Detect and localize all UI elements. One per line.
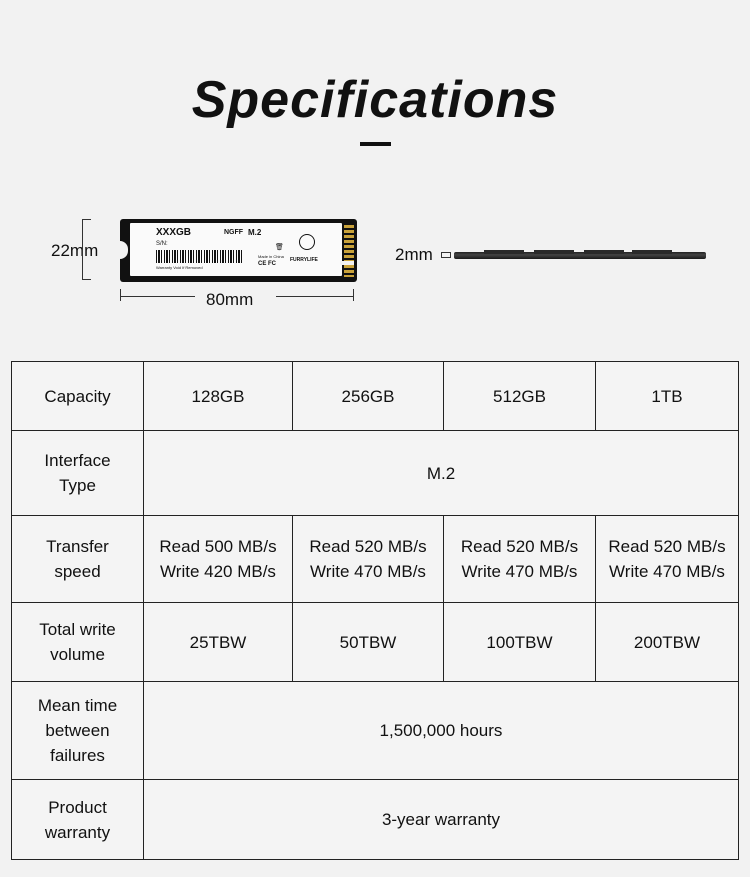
row-label-line: Transfer [46, 537, 109, 556]
mtbf-value: 1,500,000 hours [144, 682, 739, 780]
row-label-line: between [45, 721, 110, 740]
table-row-interface-type [12, 431, 739, 516]
row-label-line: Total write [39, 620, 116, 639]
row-label-interface-type [12, 431, 144, 516]
transfer-speed-cell [596, 516, 739, 603]
ssd-side-chip [632, 250, 672, 254]
ssd-label-made-in: Made in China [258, 254, 284, 259]
recycle-bin-icon: 🗑 [275, 244, 284, 251]
ssd-side-image [454, 252, 706, 259]
row-label-line: Product [48, 797, 107, 817]
page-title: Specifications [191, 71, 559, 129]
row-label-line: failures [50, 746, 105, 765]
row-label-line: volume [50, 645, 105, 664]
ssd-mount-notch [120, 241, 128, 259]
ssd-side-chip [484, 250, 524, 254]
table-row-total-write-volume [12, 603, 739, 682]
table-row-transfer-speed [12, 516, 739, 603]
capacity-cell: 128GB [144, 362, 293, 431]
ssd-label-serial: S/N: [156, 241, 168, 247]
row-label-total-write-volume [12, 603, 144, 682]
row-label-product-warranty [12, 780, 144, 860]
height-bracket [82, 219, 91, 280]
row-label-line: Mean time [37, 696, 118, 715]
ssd-label-certifications: CE FC [258, 261, 276, 267]
row-label-mtbf [12, 682, 144, 780]
read-speed: Read 520 MB/s [608, 537, 726, 556]
ssd-label-form-factor: NGFF [224, 229, 244, 236]
capacity-cell: 256GB [293, 362, 444, 431]
length-line-right [276, 296, 353, 297]
ssd-key-notch [340, 261, 354, 265]
read-speed: Read 520 MB/s [460, 537, 579, 556]
row-label-line: speed [54, 562, 101, 581]
table-row-product-warranty [12, 780, 739, 860]
write-speed: Write 470 MB/s [461, 562, 578, 581]
ssd-label-capacity: XXXGB [156, 227, 192, 238]
ssd-side-chip [534, 250, 574, 254]
write-volume-cell: 200TBW [596, 603, 739, 682]
barcode [156, 250, 242, 263]
write-volume-cell: 100TBW [444, 603, 596, 682]
ssd-gold-contacts [344, 225, 354, 277]
spec-table [11, 361, 739, 860]
title-underline [360, 142, 391, 146]
warranty-value: 3-year warranty [144, 780, 739, 860]
row-label-line: warranty [44, 822, 111, 842]
thickness-dimension: 2mm [395, 245, 433, 264]
transfer-speed-cell [444, 516, 596, 603]
length-tick-right [353, 289, 354, 301]
write-speed: Write 420 MB/s [160, 562, 276, 581]
row-label-line: Type [59, 476, 96, 495]
interface-type-value: M.2 [144, 431, 739, 516]
height-dimension: 22mm [51, 241, 99, 260]
read-speed: Read 500 MB/s [159, 537, 277, 556]
capacity-cell: 512GB [444, 362, 596, 431]
ssd-label-interface: M.2 [248, 228, 262, 237]
length-tick-left [120, 289, 121, 301]
transfer-speed-cell [144, 516, 293, 603]
ssd-front-image [120, 219, 357, 282]
row-label-line: Interface [44, 451, 111, 470]
write-speed: Write 470 MB/s [609, 562, 725, 581]
read-speed: Read 520 MB/s [309, 537, 427, 556]
ssd-label [130, 223, 342, 276]
write-volume-cell: 50TBW [293, 603, 444, 682]
length-line-left [120, 296, 195, 297]
ssd-side-chip [584, 250, 624, 254]
row-label-transfer-speed [12, 516, 144, 603]
thickness-marker [441, 252, 451, 258]
table-row-mtbf [12, 682, 739, 780]
write-volume-cell: 25TBW [144, 603, 293, 682]
capacity-cell: 1TB [596, 362, 739, 431]
row-label-capacity: Capacity [12, 362, 144, 431]
table-row-capacity [12, 362, 739, 431]
length-dimension: 80mm [206, 290, 254, 309]
brand-logo-icon [299, 234, 315, 250]
transfer-speed-cell [293, 516, 444, 603]
ssd-label-brand: FURRYLIFE [290, 257, 318, 263]
ssd-label-warranty-note: Warranty Void If Removed [156, 265, 203, 270]
write-speed: Write 470 MB/s [310, 562, 426, 581]
